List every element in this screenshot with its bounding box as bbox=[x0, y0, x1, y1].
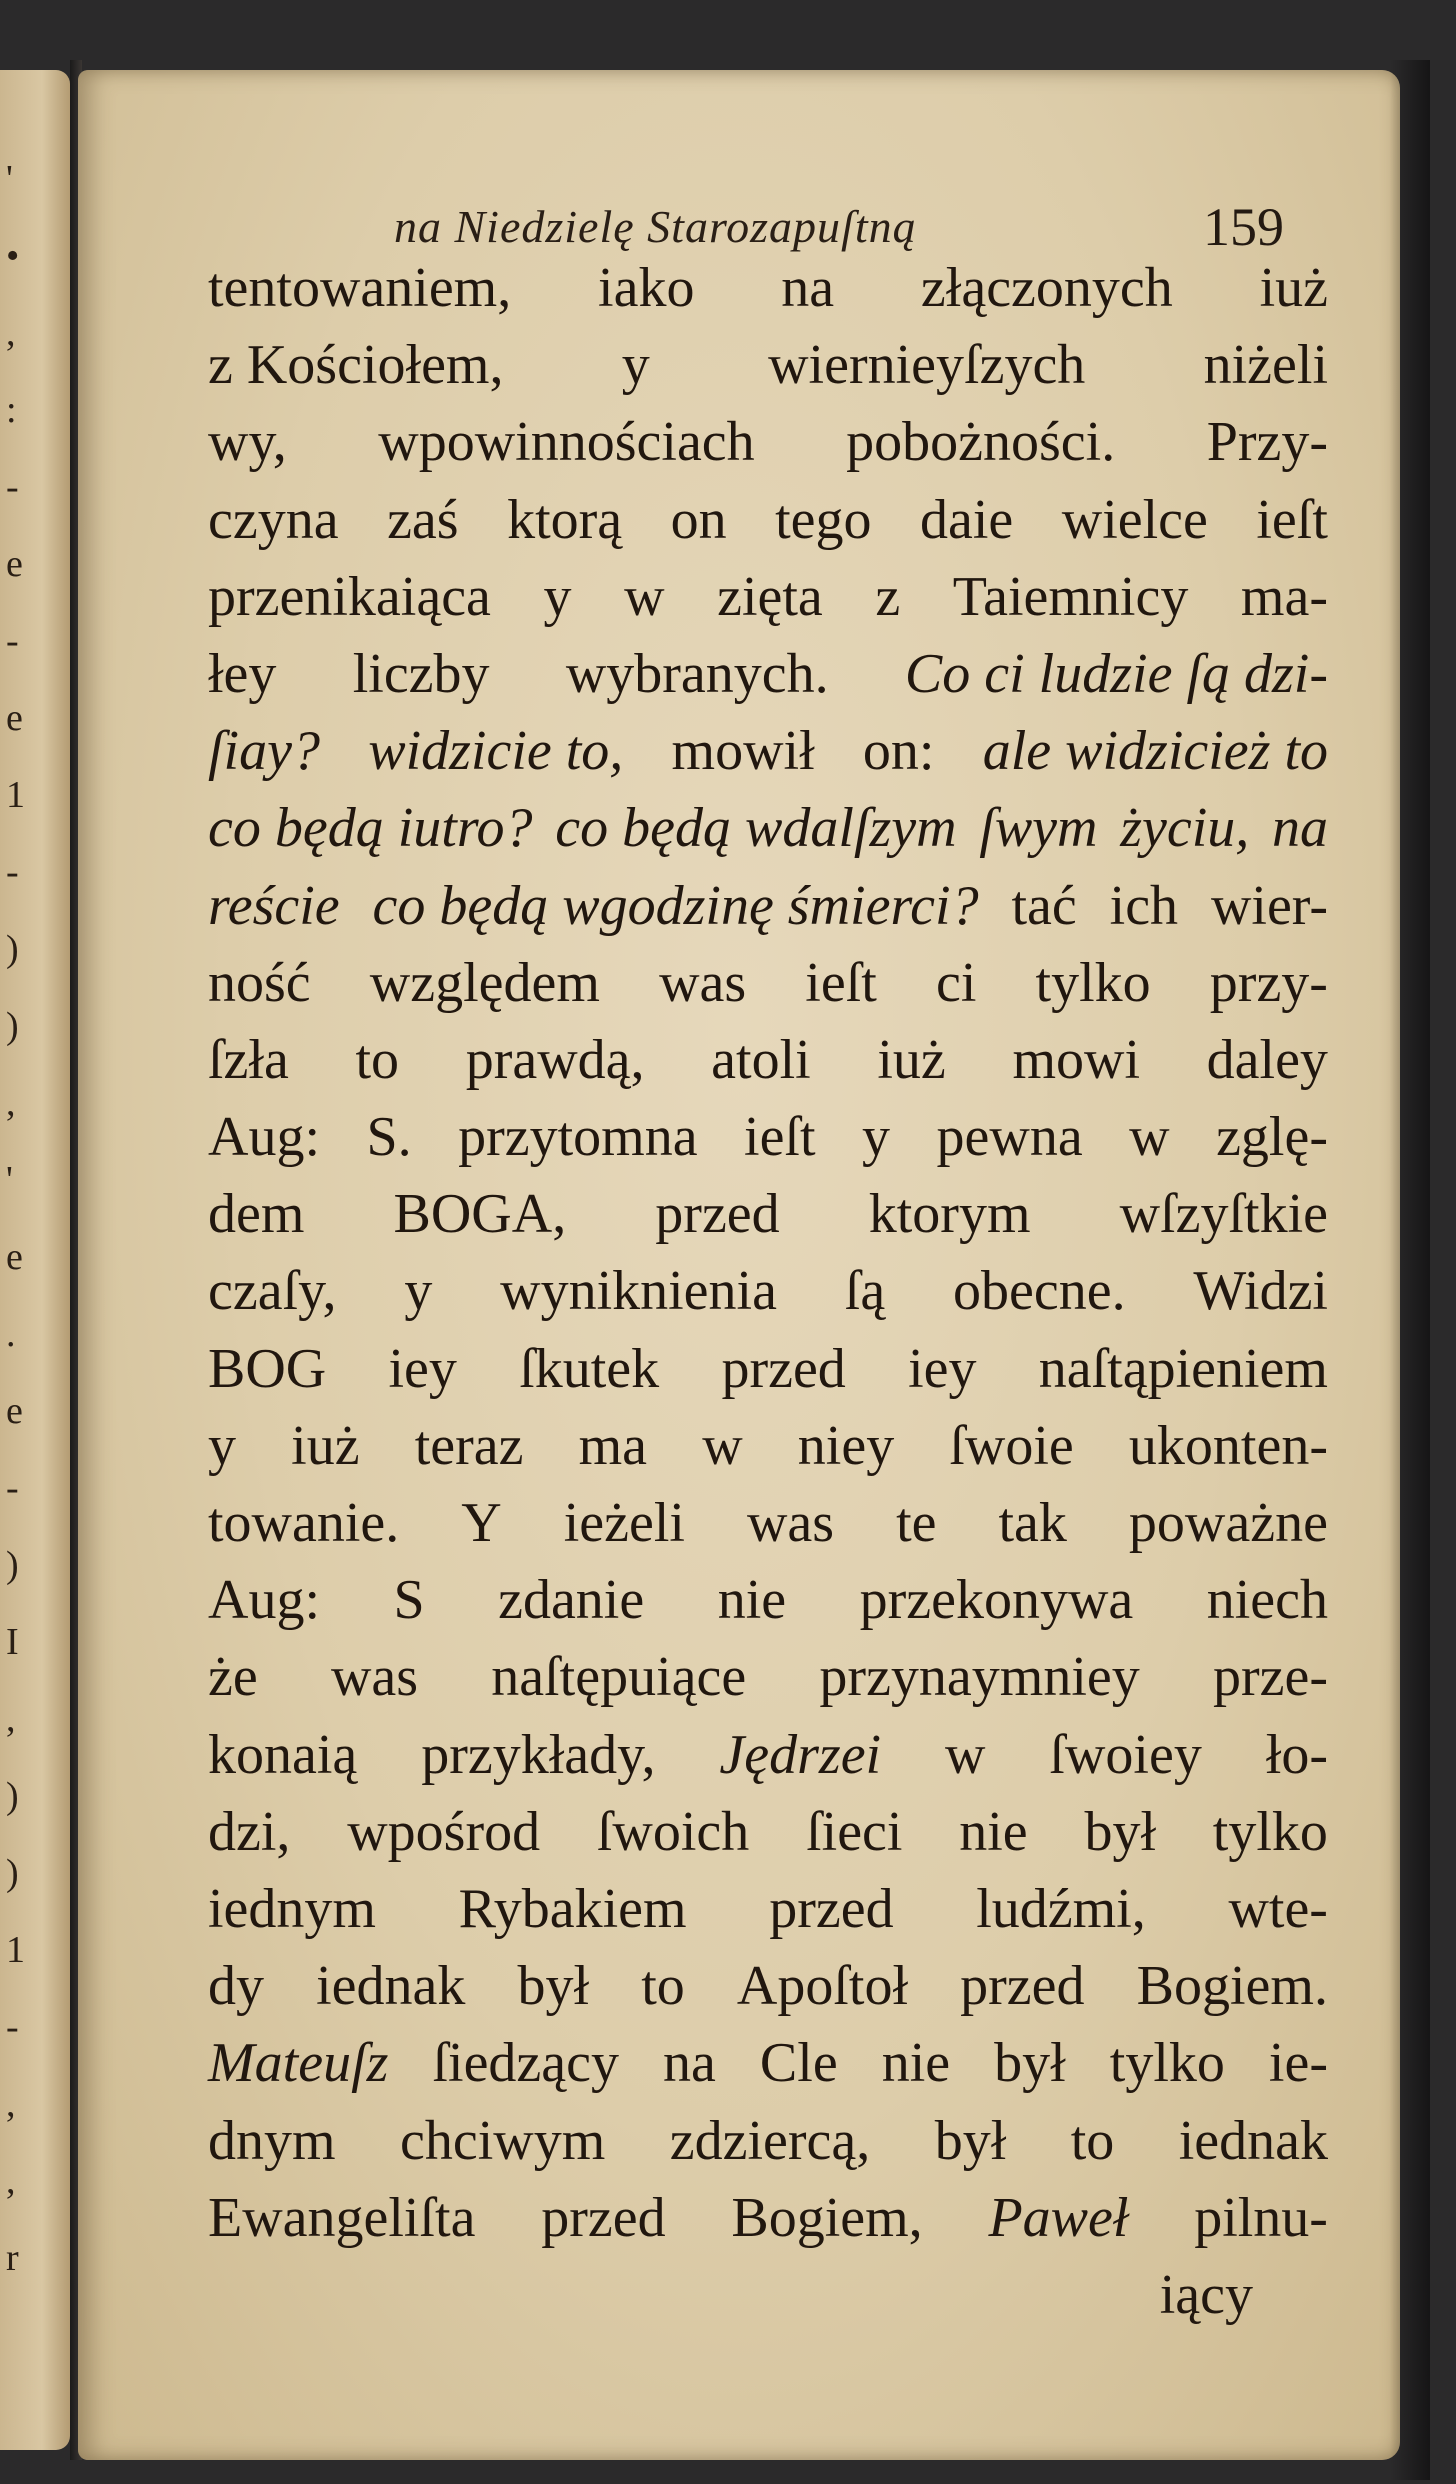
text-line bbox=[208, 1948, 1328, 2025]
word: ieſt bbox=[744, 1106, 816, 1169]
word: zięta bbox=[717, 565, 823, 628]
word: ie- bbox=[1268, 2032, 1328, 2095]
italic-word: Jędrzei bbox=[719, 1723, 882, 1786]
word: przenikaiąca bbox=[208, 565, 491, 628]
word: prze- bbox=[1212, 1646, 1328, 1709]
word: ſą bbox=[844, 1260, 886, 1323]
word: przynaymniey bbox=[819, 1646, 1140, 1709]
word: ci bbox=[935, 951, 977, 1014]
word: wy, bbox=[208, 411, 287, 474]
word: tylko bbox=[1212, 1800, 1328, 1863]
word: ktorą bbox=[507, 488, 623, 551]
word: ſiedzący bbox=[432, 2032, 619, 2095]
word: poważne bbox=[1128, 1492, 1328, 1554]
italic-word: ale widzicież to bbox=[982, 720, 1328, 783]
facing-page-mark: - bbox=[6, 466, 19, 508]
word: dzi, bbox=[208, 1800, 291, 1863]
word: tak bbox=[998, 1492, 1067, 1554]
word: was bbox=[746, 1492, 835, 1554]
word: Ewangeliſta bbox=[208, 2186, 476, 2249]
word: wpowinnościach bbox=[378, 411, 755, 474]
text-line bbox=[208, 559, 1328, 636]
word: y bbox=[621, 334, 650, 397]
text-line bbox=[208, 1253, 1328, 1330]
word: S bbox=[393, 1569, 425, 1632]
facing-page-mark: , bbox=[6, 1698, 16, 1740]
text-line bbox=[208, 713, 1328, 790]
word: przytomna bbox=[458, 1106, 698, 1169]
word: chciwym bbox=[400, 2109, 606, 2172]
word: Przy- bbox=[1206, 411, 1328, 474]
page-edge-shadow bbox=[1390, 60, 1430, 2480]
text-line bbox=[208, 1022, 1328, 1099]
word: dy bbox=[208, 1955, 264, 2018]
facing-page-mark: ) bbox=[6, 1544, 19, 1586]
word: Bogiem, bbox=[731, 2186, 923, 2249]
italic-word: co będą iutro? bbox=[208, 797, 533, 860]
word: wpośrod bbox=[347, 1800, 541, 1863]
word: że bbox=[208, 1646, 258, 1709]
word: ieſt bbox=[1256, 488, 1328, 551]
text-line bbox=[208, 1871, 1328, 1948]
italic-word: co będą wgodzinę śmierci? bbox=[372, 874, 979, 937]
word: w bbox=[945, 1723, 986, 1786]
word: liczby bbox=[352, 642, 490, 705]
word: nie bbox=[959, 1800, 1028, 1863]
facing-page-mark: , bbox=[6, 2083, 16, 2125]
word: łey bbox=[208, 642, 277, 705]
word: względem bbox=[369, 951, 600, 1014]
word: tego bbox=[775, 488, 872, 551]
facing-page-mark: 1 bbox=[6, 774, 25, 816]
text-line bbox=[208, 482, 1328, 559]
word: Y bbox=[461, 1492, 502, 1554]
running-head: na Niedzielę Starozapuſtną bbox=[394, 201, 917, 252]
word: iey bbox=[388, 1337, 457, 1400]
word: prawdą, bbox=[465, 1028, 645, 1091]
facing-page-mark: e bbox=[6, 1236, 23, 1278]
word: z Kościołem, bbox=[208, 334, 504, 397]
word: mowił bbox=[671, 720, 815, 783]
word: ieſt bbox=[805, 951, 877, 1014]
italic-word: widzicie to, bbox=[368, 720, 624, 783]
word: przed bbox=[541, 2186, 666, 2249]
italic-word: Co ci ludzie ſą dzi- bbox=[904, 642, 1328, 705]
italic-word: ſwym bbox=[979, 797, 1098, 860]
facing-page-mark: ' bbox=[6, 1159, 13, 1201]
text-line bbox=[208, 1176, 1328, 1253]
word: złączonych bbox=[920, 257, 1173, 319]
text-line bbox=[208, 636, 1328, 713]
word: obecne. bbox=[953, 1260, 1126, 1323]
word: ſwoiey bbox=[1049, 1723, 1202, 1786]
word: był bbox=[994, 2032, 1066, 2095]
word: przy- bbox=[1209, 951, 1328, 1014]
facing-page-mark: I bbox=[6, 1621, 19, 1663]
facing-page-mark: e bbox=[6, 697, 23, 739]
word: ludźmi, bbox=[976, 1877, 1146, 1940]
word: on: bbox=[862, 720, 935, 783]
word: ſwoich bbox=[596, 1800, 750, 1863]
word: iuż bbox=[291, 1414, 360, 1477]
word: ukonten- bbox=[1128, 1414, 1328, 1477]
facing-page-mark: e bbox=[6, 1390, 23, 1432]
word: Rybakiem bbox=[458, 1877, 687, 1940]
italic-word: Paweł bbox=[988, 2186, 1129, 2249]
word: ſkutek bbox=[519, 1337, 660, 1400]
word: czyna bbox=[208, 488, 339, 551]
word: zaś bbox=[387, 488, 459, 551]
word: przekonywa bbox=[859, 1569, 1134, 1632]
italic-word: życiu, bbox=[1120, 797, 1250, 860]
text-line bbox=[208, 1794, 1328, 1871]
word: niżeli bbox=[1203, 334, 1328, 397]
word: tylko bbox=[1035, 951, 1151, 1014]
word: był bbox=[934, 2109, 1007, 2172]
word: ieżeli bbox=[563, 1492, 685, 1554]
text-line bbox=[208, 2103, 1328, 2180]
word: iey bbox=[908, 1337, 977, 1400]
word: Widzi bbox=[1193, 1260, 1328, 1323]
word: Aug: bbox=[208, 1106, 320, 1169]
word: was bbox=[659, 951, 747, 1014]
word: atoli bbox=[711, 1028, 811, 1091]
word: pobożności. bbox=[846, 411, 1116, 474]
word: iuż bbox=[1259, 257, 1328, 319]
text-line bbox=[208, 404, 1328, 481]
word: Bogiem. bbox=[1136, 1955, 1328, 2018]
word: iednak bbox=[1178, 2109, 1328, 2172]
word: to bbox=[1070, 2109, 1115, 2172]
word: ma- bbox=[1240, 565, 1328, 628]
word: y bbox=[862, 1106, 891, 1169]
facing-page-mark: ) bbox=[6, 928, 19, 970]
word: ło- bbox=[1265, 1723, 1328, 1786]
word: iuż bbox=[877, 1028, 946, 1091]
word: zglę- bbox=[1216, 1106, 1328, 1169]
facing-page-mark: ) bbox=[6, 1775, 19, 1817]
word: Taiemnicy bbox=[952, 565, 1189, 628]
word: z bbox=[875, 565, 901, 628]
word: w bbox=[1129, 1106, 1170, 1169]
word: przed bbox=[655, 1183, 780, 1246]
word: w bbox=[702, 1414, 743, 1477]
word: ſieci bbox=[806, 1800, 903, 1863]
word: przed bbox=[769, 1877, 894, 1940]
facing-page-mark: ) bbox=[6, 1852, 19, 1894]
word: Cle bbox=[759, 2032, 838, 2095]
word: ma bbox=[578, 1414, 648, 1477]
text-line bbox=[208, 1639, 1328, 1716]
word: towanie. bbox=[208, 1492, 400, 1554]
word: wiernieyſzych bbox=[768, 334, 1086, 397]
facing-page-edge bbox=[0, 70, 70, 2450]
word: on bbox=[670, 488, 727, 551]
catchword-line bbox=[208, 2257, 1328, 2334]
facing-page-mark: e bbox=[6, 543, 23, 585]
text-line bbox=[208, 327, 1328, 404]
text-line bbox=[208, 1099, 1328, 1176]
word: BOG bbox=[208, 1337, 327, 1400]
word: was bbox=[330, 1646, 419, 1709]
word: y bbox=[208, 1414, 236, 1477]
word: iednak bbox=[316, 1955, 466, 2018]
facing-page-mark: - bbox=[6, 851, 19, 893]
word: iako bbox=[598, 257, 695, 319]
word: wte- bbox=[1228, 1877, 1328, 1940]
facing-page-mark: • bbox=[6, 235, 20, 277]
word: iednym bbox=[208, 1877, 376, 1940]
facing-page-mark: : bbox=[6, 389, 17, 431]
text-line bbox=[208, 1717, 1328, 1794]
facing-page-mark: - bbox=[6, 2006, 19, 2048]
word: ich bbox=[1109, 874, 1179, 937]
facing-page-mark: , bbox=[6, 312, 16, 354]
word: te bbox=[896, 1492, 937, 1554]
word: wier- bbox=[1210, 874, 1328, 937]
word: przed bbox=[960, 1955, 1085, 2018]
word: wſzyſtkie bbox=[1119, 1183, 1328, 1246]
italic-word: na bbox=[1271, 797, 1328, 860]
page-header bbox=[254, 188, 1284, 258]
facing-page-mark: ) bbox=[6, 1005, 19, 1047]
word: Apoſtoł bbox=[736, 1955, 909, 2018]
word: zdanie bbox=[498, 1569, 645, 1632]
word: to bbox=[641, 1955, 685, 2018]
text-line bbox=[208, 1331, 1328, 1408]
text-line bbox=[208, 790, 1328, 867]
facing-page-mark: - bbox=[6, 620, 19, 662]
facing-page-mark: , bbox=[6, 1082, 16, 1124]
italic-word: reście bbox=[208, 874, 340, 937]
text-line bbox=[208, 250, 1328, 327]
text-line bbox=[208, 2025, 1328, 2102]
word: daley bbox=[1206, 1028, 1328, 1091]
italic-word: Mateuſz bbox=[208, 2032, 389, 2095]
word: wybranych. bbox=[565, 642, 829, 705]
book-page bbox=[78, 70, 1400, 2460]
facing-page-mark: ' bbox=[6, 158, 13, 200]
word: pewna bbox=[936, 1106, 1083, 1169]
word: nie bbox=[881, 2032, 951, 2095]
word: wielce bbox=[1061, 488, 1208, 551]
word: S. bbox=[366, 1106, 412, 1169]
word: Aug: bbox=[208, 1569, 320, 1632]
word: naſtępuiące bbox=[491, 1646, 747, 1709]
body-text bbox=[208, 250, 1328, 2334]
italic-word: ſiay? bbox=[208, 720, 320, 783]
word: dnym bbox=[208, 2109, 336, 2172]
word: ność bbox=[208, 951, 311, 1014]
word: to bbox=[355, 1028, 400, 1091]
word: przed bbox=[721, 1337, 846, 1400]
word: y bbox=[543, 565, 572, 628]
word: pilnu- bbox=[1194, 2186, 1328, 2249]
word: ſzła bbox=[208, 1028, 289, 1091]
word: teraz bbox=[414, 1414, 524, 1477]
word: tać bbox=[1011, 874, 1077, 937]
word: mowi bbox=[1012, 1028, 1140, 1091]
word: niech bbox=[1206, 1569, 1328, 1632]
word: daie bbox=[920, 488, 1014, 551]
word: ſwoie bbox=[949, 1414, 1074, 1477]
word: na bbox=[781, 257, 835, 319]
word: konaią bbox=[208, 1723, 358, 1786]
word: tentowaniem, bbox=[208, 257, 512, 319]
text-line bbox=[208, 1485, 1328, 1562]
word: tylko bbox=[1109, 2032, 1225, 2095]
facing-page-mark: - bbox=[6, 1467, 19, 1509]
word: był bbox=[1084, 1800, 1157, 1863]
word: dem bbox=[208, 1183, 305, 1246]
text-line bbox=[208, 1408, 1328, 1485]
page-number: 159 bbox=[1203, 197, 1284, 257]
word: był bbox=[517, 1955, 590, 2018]
word: w bbox=[624, 565, 665, 628]
text-line bbox=[208, 868, 1328, 945]
word: przykłady, bbox=[421, 1723, 656, 1786]
word: wyniknienia bbox=[500, 1260, 777, 1323]
text-line bbox=[208, 2180, 1328, 2257]
facing-page-mark: . bbox=[6, 1313, 16, 1355]
word: zdziercą, bbox=[669, 2109, 871, 2172]
word: BOGA, bbox=[393, 1183, 567, 1246]
catchword: iący bbox=[1159, 2263, 1253, 2326]
word: czaſy, bbox=[208, 1260, 337, 1323]
text-line bbox=[208, 945, 1328, 1022]
word: ktorym bbox=[868, 1183, 1031, 1246]
word: na bbox=[663, 2032, 716, 2095]
word: nie bbox=[717, 1569, 787, 1632]
word: y bbox=[404, 1260, 433, 1323]
text-line bbox=[208, 1562, 1328, 1639]
facing-page-mark: , bbox=[6, 2160, 16, 2202]
facing-page-mark: 1 bbox=[6, 1929, 25, 1971]
word: niey bbox=[797, 1414, 895, 1477]
italic-word: co będą wdalſzym bbox=[555, 797, 957, 860]
word: naſtąpieniem bbox=[1038, 1337, 1328, 1400]
facing-page-mark: r bbox=[6, 2237, 19, 2279]
